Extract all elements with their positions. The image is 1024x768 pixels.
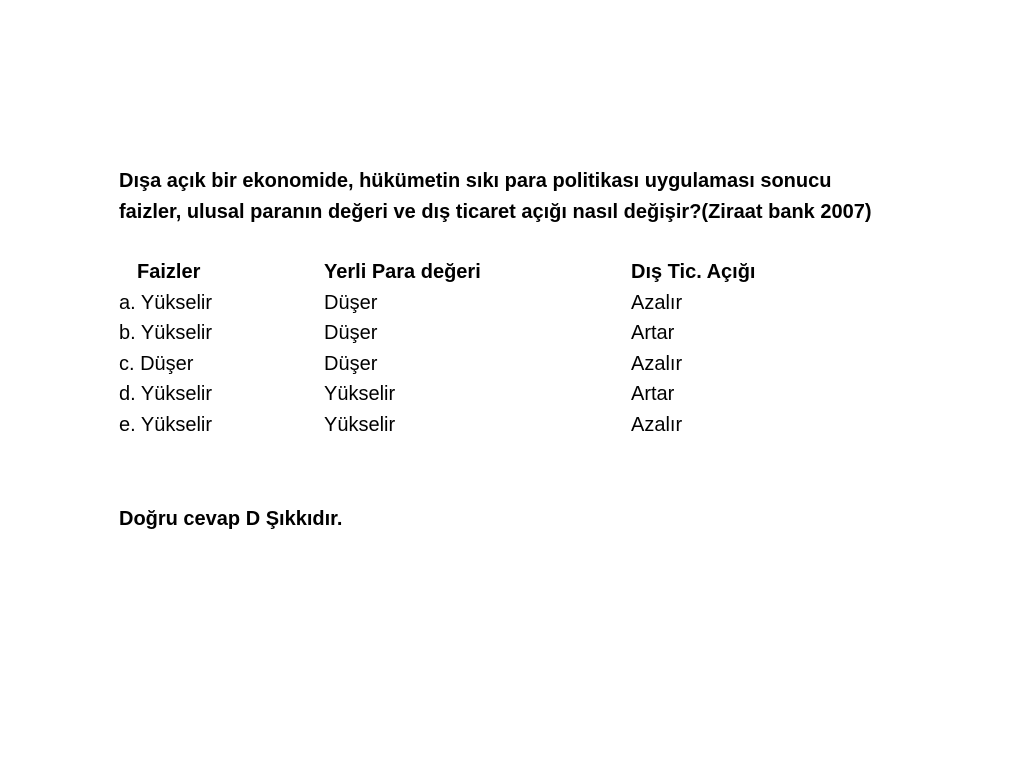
- option-e-faizler: e. Yükselir: [119, 413, 213, 436]
- option-d-faizler: d. Yükselir: [119, 383, 213, 406]
- header-faizler: Faizler: [137, 261, 201, 283]
- answer-text: Doğru cevap D Şıkkıdır.: [119, 508, 343, 530]
- option-a-faizler: a. Yükselir: [119, 291, 213, 314]
- option-e-yerli-para: Yükselir: [324, 413, 396, 436]
- option-a-yerli-para: Düşer: [324, 291, 378, 314]
- option-a-dis-ticaret: Azalır: [631, 291, 683, 314]
- option-b-yerli-para: Düşer: [324, 322, 378, 345]
- option-c-faizler: c. Düşer: [119, 352, 194, 375]
- question-line-2: faizler, ulusal paranın değeri ve dış ticaret açığı nasıl değişir?(Ziraat bank 2007): [119, 201, 872, 223]
- option-b-dis-ticaret: Artar: [631, 322, 675, 345]
- header-dis-ticaret: Dış Tic. Açığı: [631, 261, 756, 283]
- header-yerli-para: Yerli Para değeri: [324, 261, 481, 283]
- question-text: [119, 166, 999, 228]
- option-e-dis-ticaret: Azalır: [631, 413, 683, 436]
- option-c-yerli-para: Düşer: [324, 352, 378, 375]
- question-line-1: Dışa açık bir ekonomide, hükümetin sıkı para politikası uygulaması sonucu: [119, 170, 832, 192]
- option-d-yerli-para: Yükselir: [324, 383, 396, 406]
- option-c-dis-ticaret: Azalır: [631, 352, 683, 375]
- option-d-dis-ticaret: Artar: [631, 383, 675, 406]
- option-b-faizler: b. Yükselir: [119, 322, 213, 345]
